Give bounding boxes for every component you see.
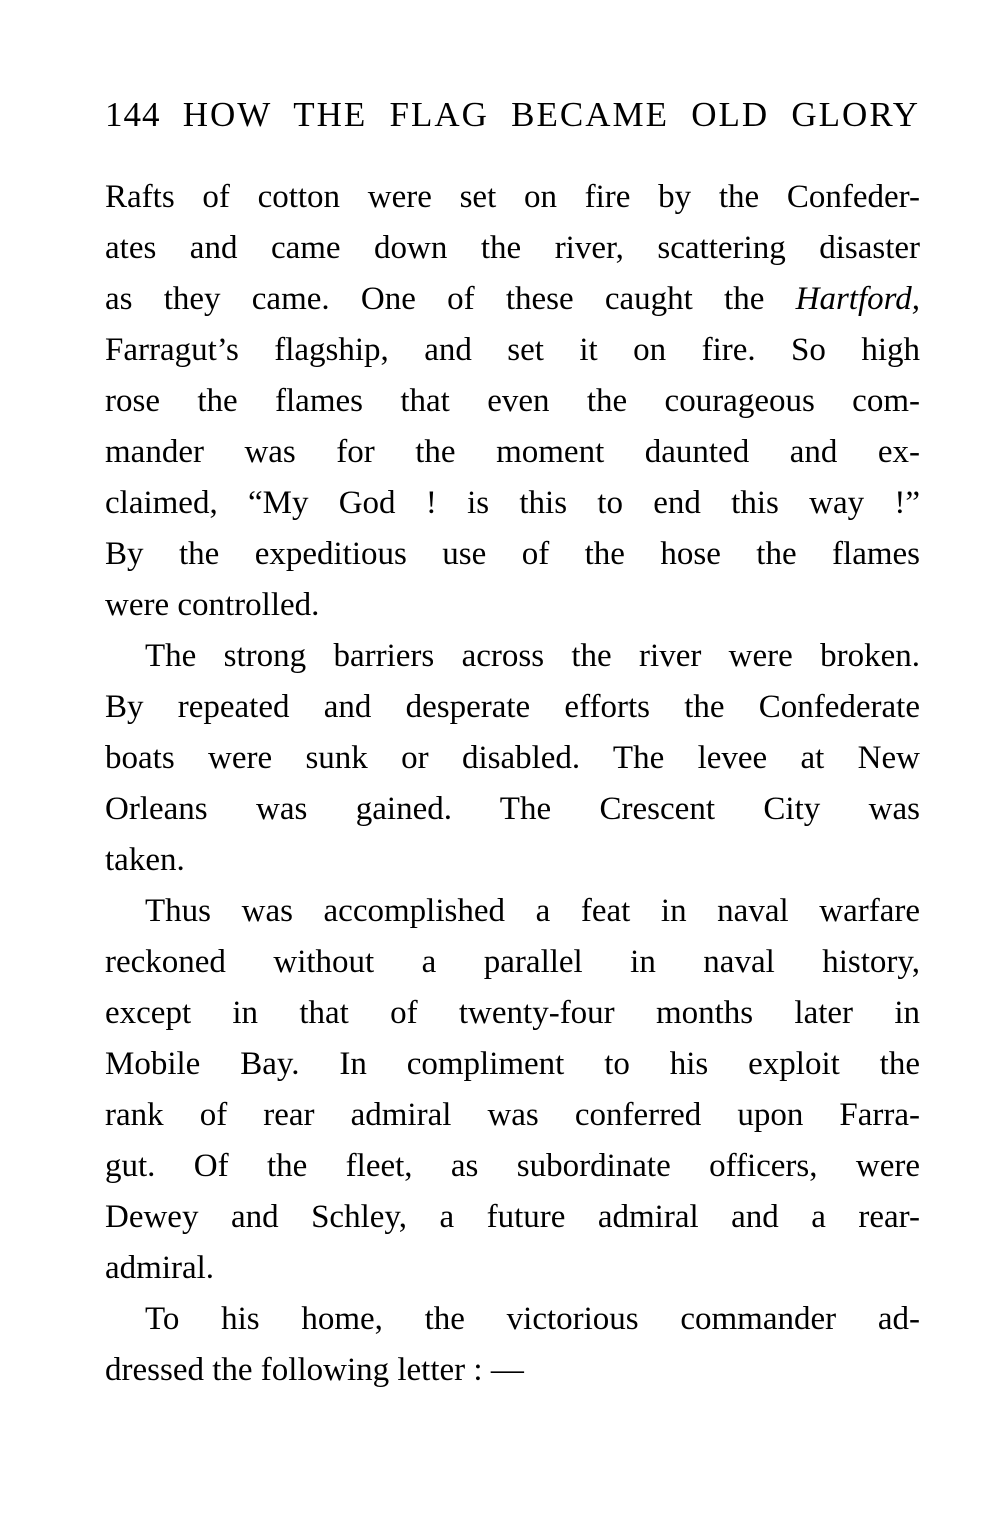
- text-segment: To his home, the victorious commander ad-: [145, 1301, 920, 1337]
- text-line: [105, 784, 920, 835]
- text-line: [105, 1345, 920, 1396]
- running-title: HOW THE FLAG BECAME OLD GLORY: [182, 95, 921, 134]
- text-segment: as they came. One of these caught the: [105, 281, 796, 317]
- text-segment: The strong barriers across the river were broken.: [145, 638, 920, 674]
- page-number: 144: [105, 95, 161, 134]
- text-line: [105, 478, 920, 529]
- text-segment: gut. Of the fleet, as subordinate officers, were: [105, 1148, 920, 1184]
- text-line: [105, 631, 920, 682]
- text-segment: Farragut’s flagship, and set it on fire. So high: [105, 332, 920, 368]
- text-line: [105, 1090, 920, 1141]
- text-line: [105, 1192, 920, 1243]
- text-segment: except in that of twenty-four months later in: [105, 995, 920, 1031]
- text-line: [105, 988, 920, 1039]
- text-line: [105, 223, 920, 274]
- text-line: [105, 1141, 920, 1192]
- paragraph-2: [105, 631, 920, 886]
- text-segment: mander was for the moment daunted and ex-: [105, 434, 920, 470]
- text-segment: boats were sunk or disabled. The levee at New: [105, 740, 920, 776]
- text-line: [105, 427, 920, 478]
- paragraph-4: [105, 1294, 920, 1396]
- text-segment: By repeated and desperate efforts the Confederate: [105, 689, 920, 725]
- text-line: [105, 682, 920, 733]
- text-segment: By the expeditious use of the hose the flames: [105, 536, 920, 572]
- text-line: [105, 1243, 920, 1294]
- text-segment: taken.: [105, 842, 185, 878]
- italic-text: Hartford,: [795, 281, 920, 317]
- text-line: [105, 1039, 920, 1090]
- text-segment: Rafts of cotton were set on fire by the Confeder-: [105, 179, 920, 215]
- text-line: [105, 376, 920, 427]
- text-segment: dressed the following letter : —: [105, 1352, 524, 1388]
- text-segment: were controlled.: [105, 587, 320, 623]
- text-segment: claimed, “My God ! is this to end this way !”: [105, 485, 920, 521]
- paragraph-1: [105, 172, 920, 631]
- text-segment: Thus was accomplished a feat in naval warfare: [145, 893, 920, 929]
- text-line: [105, 580, 920, 631]
- text-line: [105, 937, 920, 988]
- text-segment: Orleans was gained. The Crescent City was: [105, 791, 920, 827]
- text-segment: admiral.: [105, 1250, 215, 1286]
- paragraph-3: [105, 886, 920, 1294]
- text-segment: rose the flames that even the courageous com-: [105, 383, 920, 419]
- text-segment: Dewey and Schley, a future admiral and a rear-: [105, 1199, 920, 1235]
- text-line: [105, 172, 920, 223]
- text-segment: reckoned without a parallel in naval history,: [105, 944, 920, 980]
- text-line: [105, 529, 920, 580]
- text-line: [105, 1294, 920, 1345]
- text-line: [105, 325, 920, 376]
- text-segment: rank of rear admiral was conferred upon Farra-: [105, 1097, 920, 1133]
- page-body: [105, 172, 920, 1396]
- text-segment: Mobile Bay. In compliment to his exploit the: [105, 1046, 920, 1082]
- page-header: [105, 95, 920, 135]
- text-line: [105, 886, 920, 937]
- text-segment: ates and came down the river, scattering disaster: [105, 230, 920, 266]
- text-line: [105, 835, 920, 886]
- text-line: [105, 733, 920, 784]
- text-line: [105, 274, 920, 325]
